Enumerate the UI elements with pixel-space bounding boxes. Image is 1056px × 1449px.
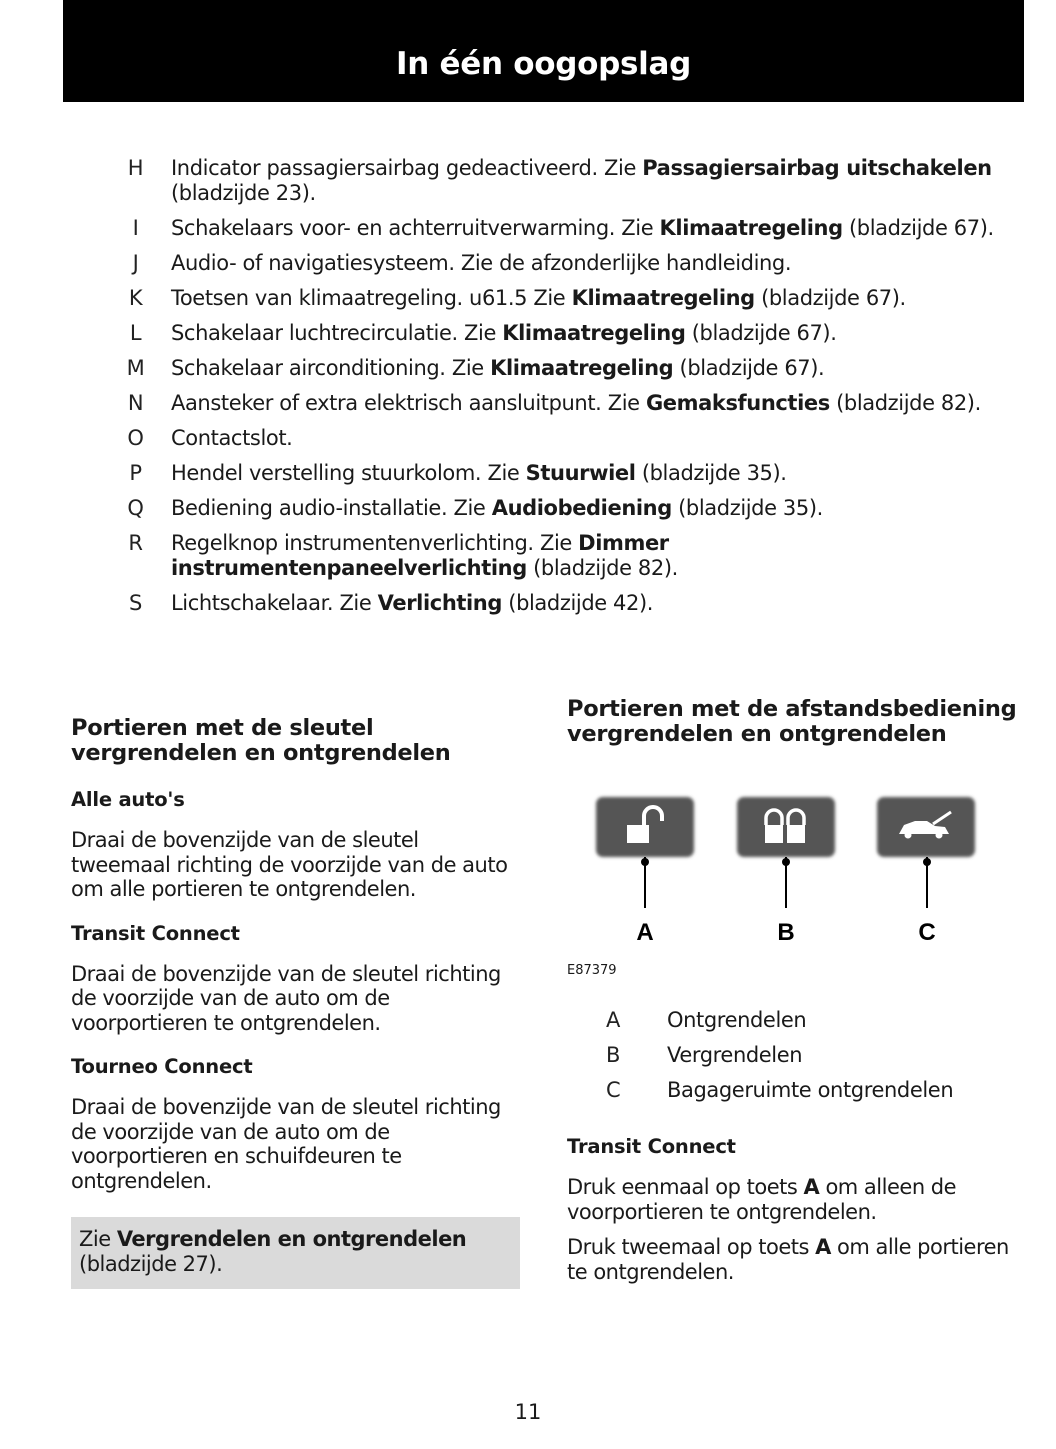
index-page-ref: (bladzijde 23). [171, 181, 316, 205]
legend-text: Ontgrendelen [667, 1008, 807, 1032]
paragraph: Draai de bovenzijde van de sleutel richting de voorzijde van de auto om de voorportieren te ontgrendelen. [71, 961, 501, 1035]
index-desc [171, 496, 1020, 521]
index-text: Schakelaar luchtrecirculatie. Zie [171, 321, 503, 345]
index-link: Passagiersairbag uitschakelen [642, 156, 992, 180]
index-item [100, 531, 1020, 581]
index-letter: O [127, 426, 144, 450]
index-list [100, 156, 1020, 626]
index-link: Klimaatregeling [490, 356, 674, 380]
index-desc [171, 426, 1020, 451]
remote-buttons-svg [567, 790, 1017, 950]
index-letter: L [129, 321, 142, 345]
index-text: Contactslot. [171, 426, 293, 450]
button-label-a: A [636, 919, 654, 946]
paragraph [567, 1175, 1017, 1224]
paragraph: Draai de bovenzijde van de sleutel tweemaal richting de voorzijde van de auto om alle portieren te ontgrendelen. [71, 828, 508, 901]
index-page-ref: (bladzijde 35). [635, 461, 787, 485]
key-locking-section [71, 716, 523, 1289]
index-letter: R [128, 531, 143, 555]
index-item [100, 461, 1020, 486]
legend-item [600, 1078, 1020, 1103]
index-text: Regelknop instrumentenverlichting. Zie [171, 531, 579, 555]
index-desc [171, 156, 1020, 206]
index-text: Bediening audio-installatie. Zie [171, 496, 492, 520]
index-item [100, 321, 1020, 346]
index-link: Audiobediening [491, 496, 672, 520]
index-text: Lichtschakelaar. Zie [171, 591, 378, 615]
page-number: 11 [514, 1400, 542, 1424]
index-page-ref: (bladzijde 35). [671, 496, 823, 520]
legend-letter: B [606, 1043, 621, 1067]
note-text: Zie [79, 1227, 117, 1251]
index-item [100, 156, 1020, 206]
index-letter: P [129, 461, 142, 485]
index-page-ref: (bladzijde 67). [673, 356, 825, 380]
index-letter: Q [127, 496, 144, 520]
index-page-ref: (bladzijde 82). [829, 391, 981, 415]
index-letter: K [128, 286, 143, 310]
index-letter: N [127, 391, 144, 415]
legend-letter: A [606, 1008, 620, 1032]
index-item [100, 391, 1020, 416]
figure-code: E87379 [567, 963, 617, 978]
cross-reference-note [71, 1217, 520, 1289]
button-ref: A [803, 1175, 820, 1199]
legend-text: Bagageruimte ontgrendelen [667, 1078, 954, 1102]
section-heading: Portieren met de sleutel vergrendelen en ontgrendelen [71, 715, 451, 766]
index-item [100, 591, 1020, 616]
index-text: Schakelaar airconditioning. Zie [171, 356, 491, 380]
section-heading: Portieren met de afstandsbediening vergrendelen en ontgrendelen [567, 696, 1017, 747]
index-link: Klimaatregeling [659, 216, 843, 240]
index-letter: I [132, 216, 139, 240]
legend-item [600, 1043, 1020, 1068]
index-desc [171, 356, 1020, 381]
button-ref: A [815, 1235, 831, 1259]
subheading-all-cars: Alle auto's [71, 788, 185, 811]
paragraph-text: om alle portieren te ontgrendelen. [567, 1235, 1009, 1284]
index-page-ref: (bladzijde 67). [685, 321, 837, 345]
index-link: Gemaksfuncties [645, 391, 830, 415]
remote-transit-section [567, 1135, 1017, 1284]
index-letter: J [132, 251, 139, 275]
index-item [100, 356, 1020, 381]
index-link: Klimaatregeling [571, 286, 755, 310]
button-label-c: C [918, 919, 936, 946]
legend-text: Vergrendelen [667, 1043, 803, 1067]
page-title: In één oogopslag [396, 46, 691, 82]
index-text: Schakelaars voor- en achterruitverwarming. Zie [171, 216, 660, 240]
index-item [100, 496, 1020, 521]
index-letter: S [129, 591, 142, 615]
index-item [100, 426, 1020, 451]
legend-letter: C [606, 1078, 621, 1102]
remote-key-diagram [567, 790, 1017, 980]
paragraph-text: Druk tweemaal op toets [567, 1235, 816, 1259]
button-label-b: B [777, 919, 795, 946]
index-page-ref: (bladzijde 67). [842, 216, 994, 240]
index-page-ref: (bladzijde 42). [502, 591, 654, 615]
index-letter: H [127, 156, 144, 180]
index-desc [171, 591, 1020, 616]
note-page-ref: (bladzijde 27). [79, 1252, 223, 1276]
index-link: Klimaatregeling [502, 321, 686, 345]
index-item [100, 216, 1020, 241]
index-desc [171, 461, 1020, 486]
page-header [63, 0, 1024, 102]
index-desc [171, 216, 1020, 241]
lock-button [737, 797, 835, 908]
index-desc [171, 251, 1020, 276]
index-link: Verlichting [377, 591, 502, 615]
index-item [100, 251, 1020, 276]
paragraph-text: Druk eenmaal op toets [567, 1175, 804, 1199]
index-link: Stuurwiel [525, 461, 636, 485]
subheading-transit-connect-remote: Transit Connect [567, 1135, 736, 1158]
subheading-transit-connect: Transit Connect [71, 921, 240, 945]
diagram-legend [600, 1008, 1020, 1113]
remote-locking-section [567, 697, 1017, 747]
index-link: Dimmer instrumentenpaneelverlichting [171, 531, 669, 580]
index-page-ref: (bladzijde 67). [754, 286, 906, 310]
index-desc [171, 286, 1020, 311]
index-letter: M [126, 356, 145, 380]
index-page-ref: (bladzijde 82). [526, 556, 678, 580]
index-text: Aansteker of extra elektrisch aansluitpunt. Zie [171, 391, 646, 415]
index-desc [171, 531, 1020, 581]
index-desc [171, 321, 1020, 346]
note-link: Vergrendelen en ontgrendelen [116, 1227, 467, 1251]
legend-item [600, 1008, 1020, 1033]
index-text: Audio- of navigatiesysteem. Zie de afzonderlijke handleiding. [171, 251, 792, 275]
unlock-button [596, 797, 694, 908]
index-desc [171, 391, 1020, 416]
subheading-tourneo-connect: Tourneo Connect [71, 1055, 253, 1078]
index-text: Toetsen van klimaatregeling. u61.5 Zie [171, 286, 572, 310]
trunk-button [877, 797, 975, 908]
index-text: Hendel verstelling stuurkolom. Zie [171, 461, 526, 485]
index-item [100, 286, 1020, 311]
paragraph [567, 1235, 1017, 1284]
paragraph-text: om alleen de voorportieren te ontgrendelen. [567, 1175, 957, 1224]
paragraph: Draai de bovenzijde van de sleutel richting de voorzijde van de auto om de voorportieren en schuifdeuren te ontgrendelen. [71, 1095, 501, 1193]
index-text: Indicator passagiersairbag gedeactiveerd. Zie [171, 156, 643, 180]
